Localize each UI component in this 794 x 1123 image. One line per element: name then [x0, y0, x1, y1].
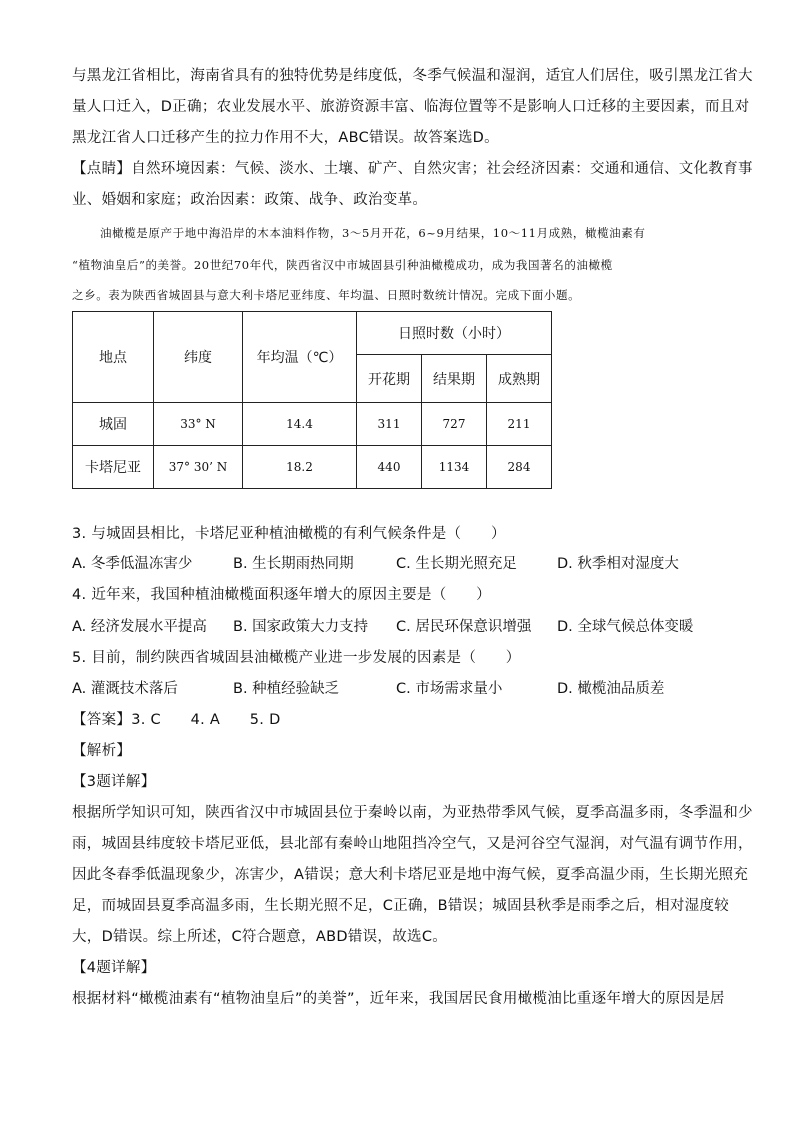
cell-latitude: 37° 30’ N	[154, 446, 243, 489]
header-ripening: 成熟期	[487, 355, 552, 403]
cell-ripening: 211	[487, 403, 552, 446]
q3-line: 因此冬春季低温现象少，冻害少，A错误；意大利卡塔尼亚是地中海气候，夏季高温少雨，生长期光照充	[72, 867, 749, 883]
q3-line: 根据所学知识可知，陕西省汉中市城固县位于秦岭以南，为亚热带季风气候，夏季高温多雨，冬季温和少	[72, 805, 753, 821]
cell-flowering: 440	[357, 446, 422, 489]
cell-fruiting: 1134	[422, 446, 487, 489]
header-fruiting: 结果期	[422, 355, 487, 403]
cell-location: 卡塔尼亚	[73, 446, 154, 489]
q3-label: 【3题详解】	[72, 774, 156, 790]
question-option: B. 种植经验缺乏	[233, 681, 340, 697]
material-line: “植物油皇后”的美誉。20世纪70年代，陕西省汉中市城固县引种油橄榄成功，成为我国著名的油橄榄	[72, 258, 613, 272]
intro-line: 黑龙江省人口迁移产生的拉力作用不大，ABC错误。故答案选D。	[72, 130, 499, 146]
question-option: C. 市场需求量小	[396, 681, 503, 697]
cell-location: 城固	[73, 403, 154, 446]
question-stem: 4. 近年来，我国种植油橄榄面积逐年增大的原因主要是（ ）	[72, 587, 491, 603]
header-temperature: 年均温（℃）	[243, 312, 357, 403]
q3-line: 雨，城固县纬度较卡塔尼亚低，县北部有秦岭山地阻挡冷空气，又是河谷空气湿润，对气温有调节作用，	[72, 836, 753, 852]
material-line: 油橄榄是原产于地中海沿岸的木本油料作物，3～5月开花，6~9月结果，10～11月成熟，橄榄油素有	[100, 226, 646, 240]
header-latitude: 纬度	[154, 312, 243, 403]
cell-flowering: 311	[357, 403, 422, 446]
q4-label: 【4题详解】	[72, 960, 156, 976]
header-flowering: 开花期	[357, 355, 422, 403]
question-option: A. 经济发展水平提高	[72, 619, 207, 635]
question-option: A. 灌溉技术落后	[72, 681, 178, 697]
cell-latitude: 33° N	[154, 403, 243, 446]
tip-line: 【点睛】自然环境因素：气候、淡水、土壤、矿产、自然灾害；社会经济因素：交通和通信、文化教育事	[72, 161, 753, 177]
cell-fruiting: 727	[422, 403, 487, 446]
cell-ripening: 284	[487, 446, 552, 489]
cell-temperature: 14.4	[243, 403, 357, 446]
question-option: A. 冬季低温冻害少	[72, 556, 193, 572]
question-option: C. 居民环保意识增强	[396, 619, 532, 635]
header-sunshine: 日照时数（小时）	[357, 312, 552, 355]
q3-line: 足，而城固县夏季高温多雨，生长期光照不足，C正确，B错误；城固县秋季是雨季之后，相对湿度较	[72, 898, 730, 914]
intro-line: 量人口迁入，D正确；农业发展水平、旅游资源丰富、临海位置等不是影响人口迁移的主要因素，而且对	[72, 99, 750, 115]
question-stem: 3. 与城固县相比，卡塔尼亚种植油橄榄的有利气候条件是（ ）	[72, 526, 506, 542]
tip-line: 业、婚姻和家庭；政治因素：政策、战争、政治变革。	[72, 192, 428, 208]
question-option: D. 秋季相对湿度大	[557, 556, 679, 572]
analysis-label: 【解析】	[72, 743, 132, 759]
question-stem: 5. 目前，制约陕西省城固县油橄榄产业进一步发展的因素是（ ）	[72, 650, 521, 666]
question-option: C. 生长期光照充足	[396, 556, 517, 572]
material-line: 之乡。表为陕西省城固县与意大利卡塔尼亚纬度、年均温、日照时数统计情况。完成下面小题。	[72, 288, 581, 302]
question-option: D. 全球气候总体变暖	[557, 619, 694, 635]
header-location: 地点	[73, 312, 154, 403]
cell-temperature: 18.2	[243, 446, 357, 489]
question-option: B. 生长期雨热同期	[233, 556, 354, 572]
question-option: D. 橄榄油品质差	[557, 681, 665, 697]
question-option: B. 国家政策大力支持	[233, 619, 369, 635]
q3-line: 大，D错误。综上所述，C符合题意，ABD错误，故选C。	[72, 929, 448, 945]
q4-line: 根据材料“橄榄油素有“植物油皇后”的美誉”，近年来，我国居民食用橄榄油比重逐年增大的原因是居	[72, 991, 725, 1007]
climate-table	[72, 311, 552, 489]
intro-line: 与黑龙江省相比，海南省具有的独特优势是纬度低，冬季气候温和湿润，适宜人们居住，吸引黑龙江省大	[72, 68, 753, 84]
answer-line: 【答案】3. C 4. A 5. D	[72, 712, 281, 728]
